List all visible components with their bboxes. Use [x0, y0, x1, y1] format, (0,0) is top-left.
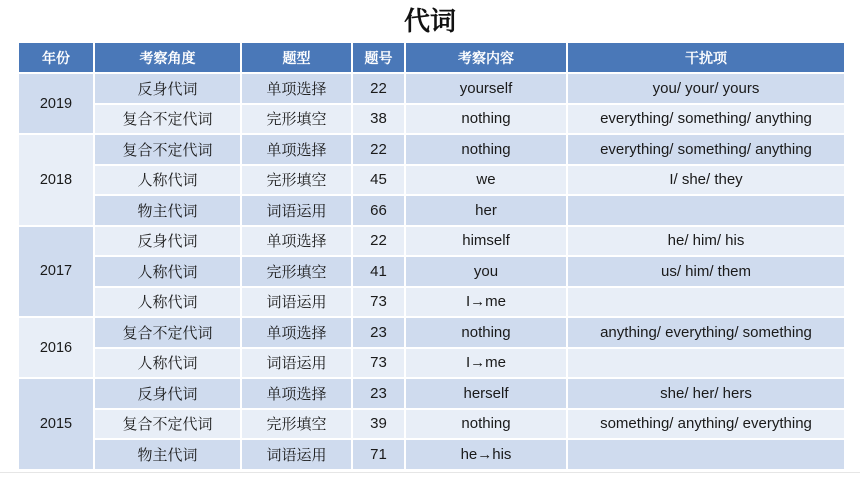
angle-cell: 人称代词	[94, 348, 241, 379]
distractors-cell	[567, 439, 845, 470]
question-type-cell: 词语运用	[241, 439, 352, 470]
header-question-number: 题号	[352, 42, 405, 73]
question-number-cell: 45	[352, 165, 405, 196]
distractors-cell: you/ your/ yours	[567, 73, 845, 104]
table-row	[18, 378, 845, 409]
angle-cell: 物主代词	[94, 439, 241, 470]
table-row	[18, 104, 845, 135]
question-type-cell: 单项选择	[241, 73, 352, 104]
header-content: 考察内容	[405, 42, 567, 73]
year-cell: 2017	[18, 226, 94, 318]
question-number-cell: 22	[352, 226, 405, 257]
content-cell: he→his	[405, 439, 567, 470]
year-cell: 2019	[18, 73, 94, 134]
header-year: 年份	[18, 42, 94, 73]
question-type-cell: 单项选择	[241, 317, 352, 348]
content-cell: I→me	[405, 348, 567, 379]
header-distractors: 干扰项	[567, 42, 845, 73]
question-type-cell: 单项选择	[241, 134, 352, 165]
content-cell: herself	[405, 378, 567, 409]
content-cell: I→me	[405, 287, 567, 318]
question-type-cell: 完形填空	[241, 165, 352, 196]
table-row	[18, 348, 845, 379]
question-number-cell: 71	[352, 439, 405, 470]
distractors-cell: I/ she/ they	[567, 165, 845, 196]
distractors-cell: us/ him/ them	[567, 256, 845, 287]
table-row	[18, 73, 845, 104]
question-number-cell: 41	[352, 256, 405, 287]
angle-cell: 复合不定代词	[94, 409, 241, 440]
question-type-cell: 单项选择	[241, 378, 352, 409]
angle-cell: 人称代词	[94, 256, 241, 287]
content-cell: we	[405, 165, 567, 196]
distractors-cell: everything/ something/ anything	[567, 104, 845, 135]
angle-cell: 人称代词	[94, 287, 241, 318]
table-row	[18, 165, 845, 196]
question-type-cell: 单项选择	[241, 226, 352, 257]
question-number-cell: 22	[352, 134, 405, 165]
question-type-cell: 完形填空	[241, 256, 352, 287]
page-title: 代词	[403, 7, 456, 37]
question-number-cell: 23	[352, 378, 405, 409]
table-row	[18, 287, 845, 318]
table-row	[18, 134, 845, 165]
question-number-cell: 73	[352, 287, 405, 318]
content-cell: nothing	[405, 317, 567, 348]
content-cell: yourself	[405, 73, 567, 104]
content-cell: nothing	[405, 104, 567, 135]
question-type-cell: 完形填空	[241, 104, 352, 135]
table-row	[18, 409, 845, 440]
question-number-cell: 23	[352, 317, 405, 348]
content-cell: nothing	[405, 409, 567, 440]
pronoun-exam-table	[17, 41, 846, 471]
distractors-cell: he/ him/ his	[567, 226, 845, 257]
question-type-cell: 词语运用	[241, 195, 352, 226]
angle-cell: 反身代词	[94, 378, 241, 409]
question-number-cell: 39	[352, 409, 405, 440]
table-header-row	[18, 42, 845, 73]
table-body	[18, 73, 845, 470]
angle-cell: 复合不定代词	[94, 134, 241, 165]
bottom-divider	[0, 472, 860, 473]
year-cell: 2016	[18, 317, 94, 378]
table-row	[18, 256, 845, 287]
year-cell: 2018	[18, 134, 94, 226]
question-number-cell: 66	[352, 195, 405, 226]
distractors-cell: anything/ everything/ something	[567, 317, 845, 348]
question-type-cell: 词语运用	[241, 348, 352, 379]
question-number-cell: 73	[352, 348, 405, 379]
distractors-cell	[567, 348, 845, 379]
content-cell: you	[405, 256, 567, 287]
table-row	[18, 226, 845, 257]
content-cell: himself	[405, 226, 567, 257]
angle-cell: 反身代词	[94, 73, 241, 104]
question-number-cell: 22	[352, 73, 405, 104]
distractors-cell: something/ anything/ everything	[567, 409, 845, 440]
distractors-cell: everything/ something/ anything	[567, 134, 845, 165]
header-angle: 考察角度	[94, 42, 241, 73]
question-type-cell: 完形填空	[241, 409, 352, 440]
distractors-cell: she/ her/ hers	[567, 378, 845, 409]
angle-cell: 复合不定代词	[94, 317, 241, 348]
angle-cell: 反身代词	[94, 226, 241, 257]
table-row	[18, 439, 845, 470]
question-type-cell: 词语运用	[241, 287, 352, 318]
table-row	[18, 317, 845, 348]
distractors-cell	[567, 195, 845, 226]
header-question-type: 题型	[241, 42, 352, 73]
content-cell: nothing	[405, 134, 567, 165]
year-cell: 2015	[18, 378, 94, 470]
angle-cell: 物主代词	[94, 195, 241, 226]
angle-cell: 人称代词	[94, 165, 241, 196]
table-row	[18, 195, 845, 226]
content-cell: her	[405, 195, 567, 226]
question-number-cell: 38	[352, 104, 405, 135]
distractors-cell	[567, 287, 845, 318]
angle-cell: 复合不定代词	[94, 104, 241, 135]
